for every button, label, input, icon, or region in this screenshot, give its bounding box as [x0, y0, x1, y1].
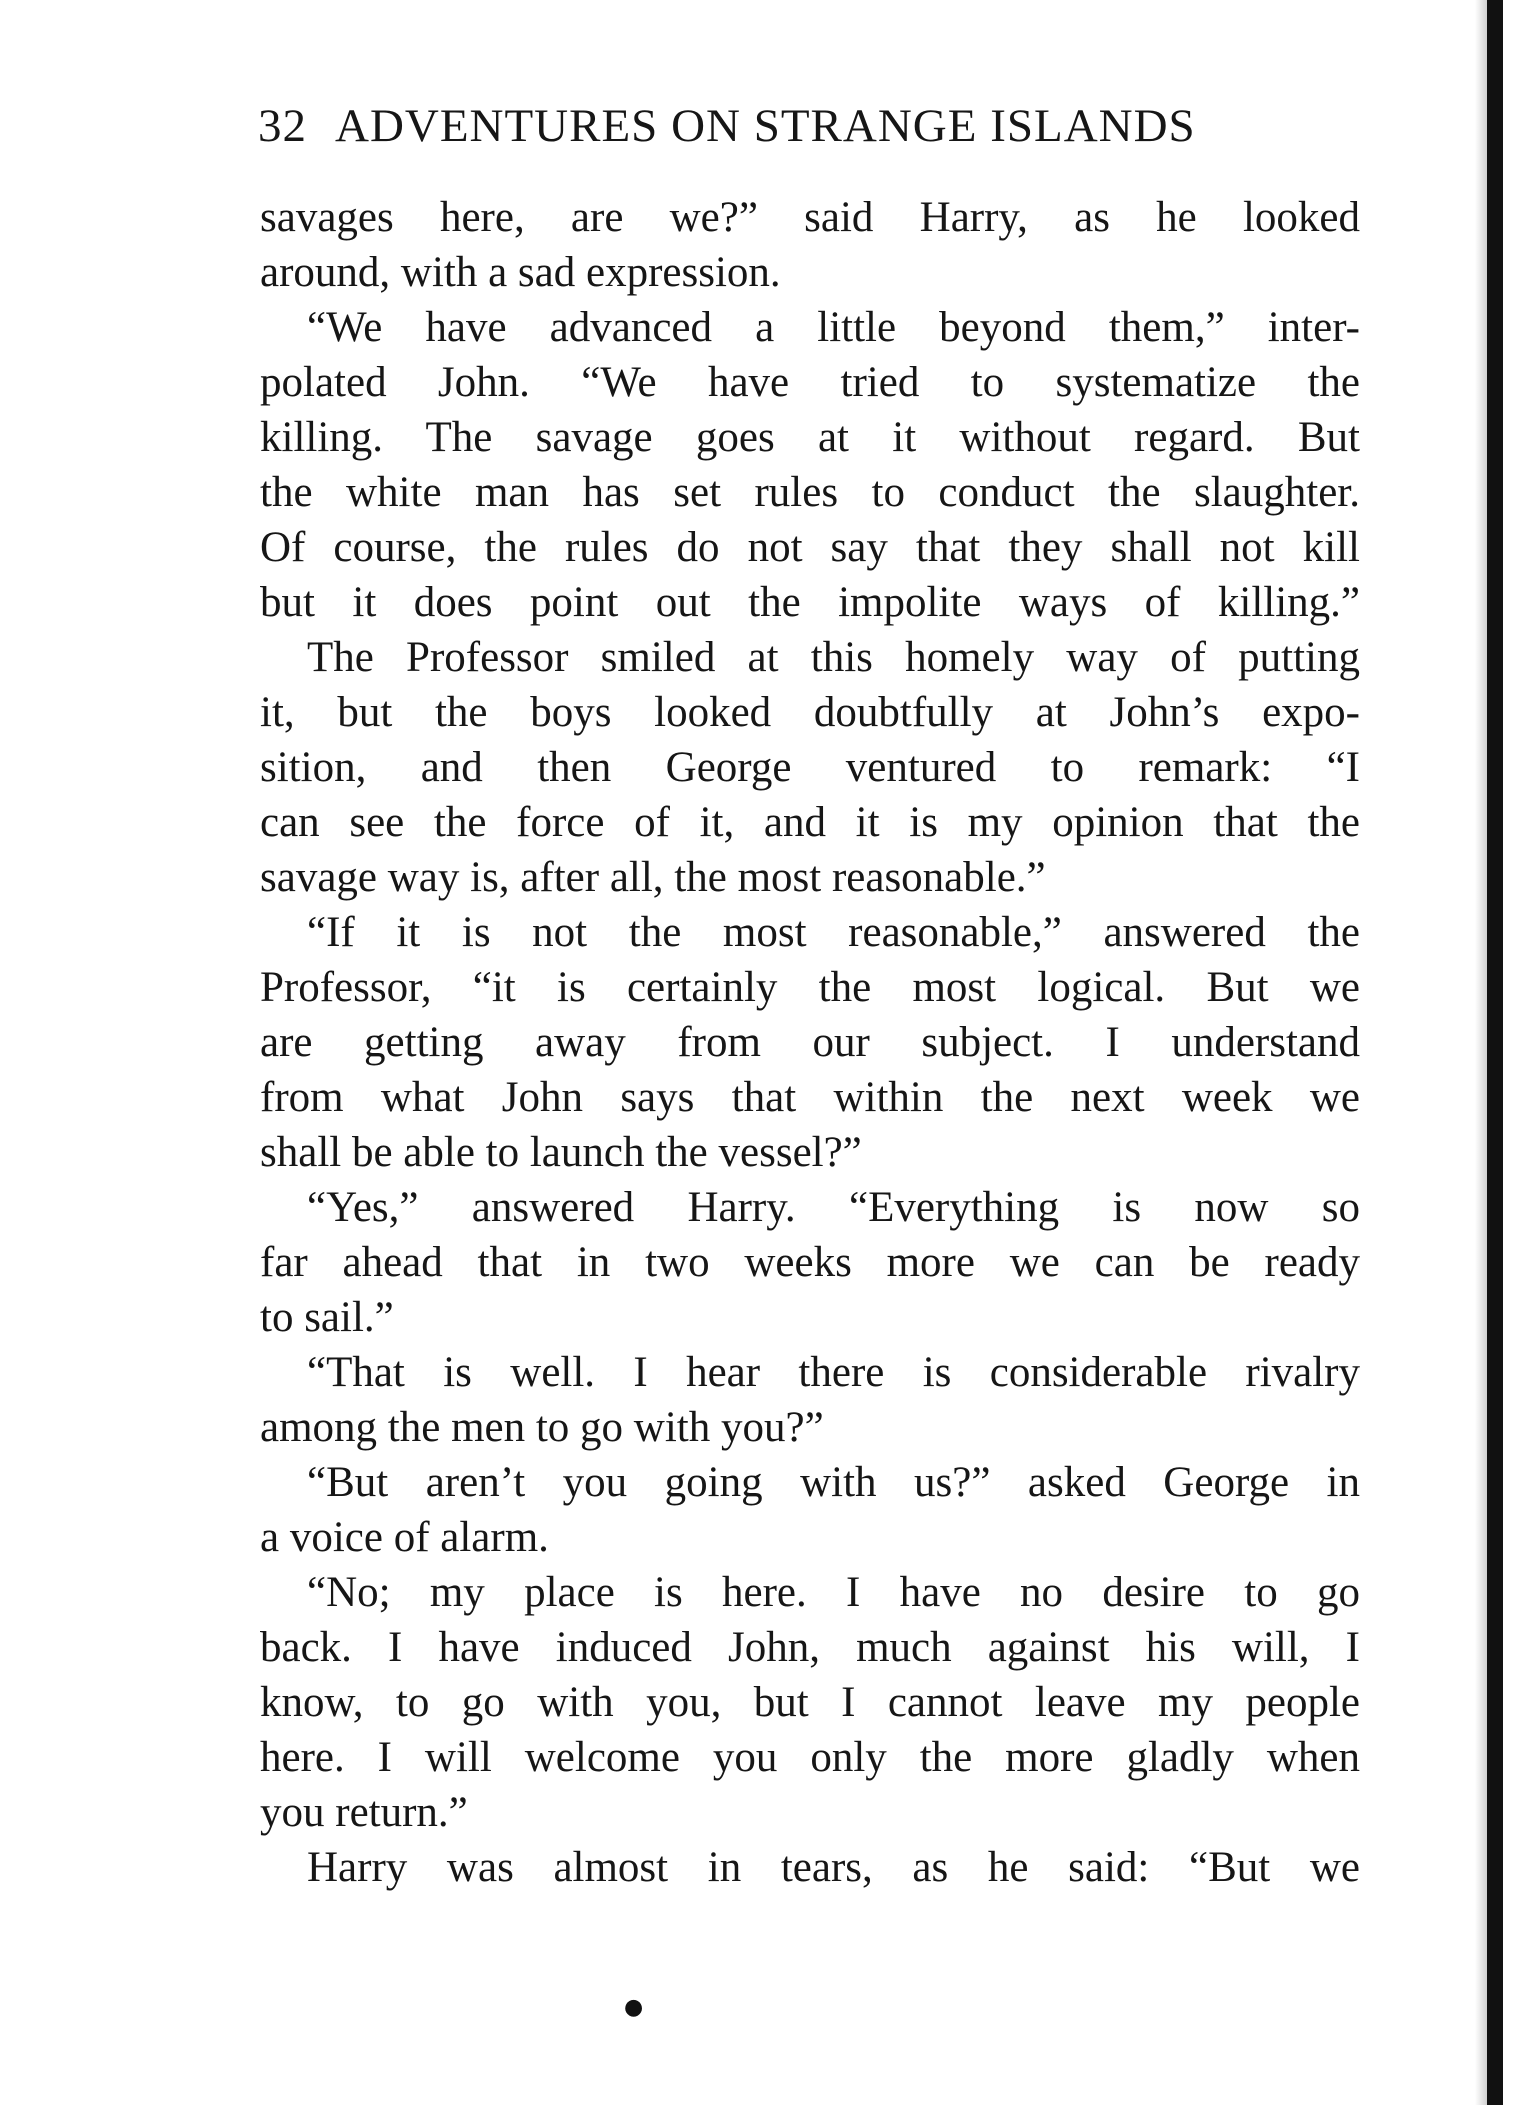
- text-line: are getting away from our subject. I understand: [260, 1019, 1360, 1066]
- ink-blot-mark: ●: [624, 1995, 644, 2020]
- text-line: polated John. “We have tried to systematize the: [260, 359, 1360, 406]
- text-line: but it does point out the impolite ways of killing.”: [260, 579, 1360, 626]
- text-line: can see the force of it, and it is my opinion that the: [260, 799, 1360, 846]
- text-line: shall be able to launch the vessel?”: [260, 1129, 862, 1176]
- text-line: killing. The savage goes at it without regard. But: [260, 414, 1360, 461]
- text-line: know, to go with you, but I cannot leave my people: [260, 1679, 1360, 1726]
- text-line: savage way is, after all, the most reasonable.”: [260, 854, 1046, 901]
- text-line: a voice of alarm.: [260, 1514, 549, 1561]
- text-line: sition, and then George ventured to remark: “I: [260, 744, 1360, 791]
- text-line: “If it is not the most reasonable,” answered the: [307, 909, 1360, 956]
- text-line: around, with a sad expression.: [260, 249, 781, 296]
- page-edge-shadow: [1475, 0, 1487, 2105]
- text-line: back. I have induced John, much against his will, I: [260, 1624, 1360, 1671]
- text-line: here. I will welcome you only the more gladly when: [260, 1734, 1360, 1781]
- text-line: Professor, “it is certainly the most logical. But we: [260, 964, 1360, 1011]
- text-line: “But aren’t you going with us?” asked George in: [307, 1459, 1360, 1506]
- text-line: far ahead that in two weeks more we can be ready: [260, 1239, 1360, 1286]
- text-line: Harry was almost in tears, as he said: “But we: [307, 1844, 1360, 1891]
- body-text: [260, 190, 1360, 1895]
- binding-edge: [1487, 0, 1503, 2105]
- text-line: Of course, the rules do not say that they shall not kill: [260, 524, 1360, 571]
- text-line: it, but the boys looked doubtfully at John’s expo-: [260, 689, 1360, 736]
- text-line: The Professor smiled at this homely way of putting: [307, 634, 1360, 681]
- text-line: “No; my place is here. I have no desire to go: [307, 1569, 1360, 1616]
- text-line: from what John says that within the next week we: [260, 1074, 1360, 1121]
- text-line: among the men to go with you?”: [260, 1404, 824, 1451]
- running-title: ADVENTURES ON STRANGE ISLANDS: [335, 100, 1196, 152]
- text-line: “That is well. I hear there is considerable rivalry: [307, 1349, 1360, 1396]
- text-line: savages here, are we?” said Harry, as he looked: [260, 194, 1360, 241]
- running-head: [258, 96, 1318, 156]
- text-line: “Yes,” answered Harry. “Everything is now so: [307, 1184, 1360, 1231]
- page-number: 32: [258, 100, 307, 152]
- text-line: to sail.”: [260, 1294, 394, 1341]
- text-line: you return.”: [260, 1789, 468, 1836]
- text-line: the white man has set rules to conduct the slaughter.: [260, 469, 1360, 516]
- text-line: “We have advanced a little beyond them,” inter-: [307, 304, 1360, 351]
